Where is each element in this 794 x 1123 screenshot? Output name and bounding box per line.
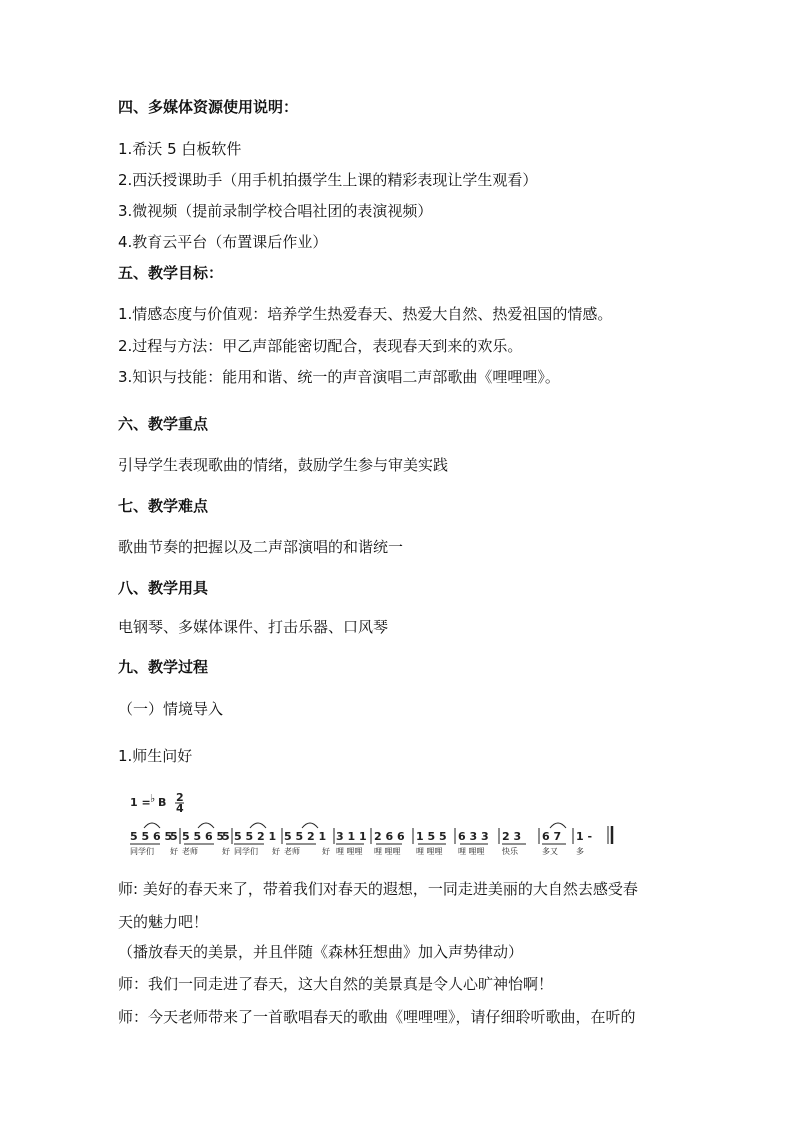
section-5-title: 五、教学目标： bbox=[118, 264, 224, 282]
score-slur-4 bbox=[550, 823, 566, 828]
score-lyric-9: 哩 哩哩 bbox=[374, 847, 401, 856]
score-lyric-1: 好 bbox=[170, 847, 178, 856]
score-lyric-12: 快乐 bbox=[502, 847, 518, 856]
numbered-musical-score bbox=[130, 790, 630, 862]
score-lyric-4: 同学们 bbox=[234, 847, 258, 856]
score-notes-1: 5 bbox=[170, 830, 178, 843]
dialogue-line-2: 天的魅力吧！ bbox=[118, 913, 209, 931]
section-4-item-4: 4.教育云平台（布置课后作业） bbox=[118, 233, 328, 251]
section-4-title: 四、多媒体资源使用说明： bbox=[118, 98, 299, 116]
section-7-text: 歌曲节奏的把握以及二声部演唱的和谐统一 bbox=[118, 538, 404, 556]
score-lyric-2: 老师 bbox=[182, 847, 198, 856]
score-flat-sign: ♭ bbox=[150, 792, 156, 805]
section-9-step-1: 1.师生问好 bbox=[118, 747, 193, 765]
score-lyric-8: 哩 哩哩 bbox=[336, 847, 363, 856]
section-9-title: 九、教学过程 bbox=[118, 658, 209, 676]
score-lyric-10: 哩 哩哩 bbox=[416, 847, 443, 856]
section-6-title: 六、教学重点 bbox=[118, 415, 209, 433]
score-key-label: 1 = bbox=[130, 796, 151, 809]
score-time-top: 2 bbox=[176, 791, 184, 804]
score-time-bottom: 4 bbox=[176, 802, 184, 815]
dialogue-line-5: 师：今天老师带来了一首歌唱春天的歌曲《哩哩哩》，请仔细聆听歌曲，在听的 bbox=[118, 1008, 636, 1026]
score-measures bbox=[130, 823, 612, 856]
score-lyric-0: 同学们 bbox=[130, 847, 154, 856]
section-5-item-1: 1.情感态度与价值观：培养学生热爱春天、热爱大自然、热爱祖国的情感。 bbox=[118, 305, 613, 323]
section-9-subtitle: （一）情境导入 bbox=[118, 700, 224, 718]
section-4-item-3: 3.微视频（提前录制学校合唱社团的表演视频） bbox=[118, 202, 433, 220]
score-slur-2 bbox=[250, 823, 266, 828]
section-7-title: 七、教学难点 bbox=[118, 497, 209, 515]
score-lyric-3: 好 bbox=[222, 847, 230, 856]
dialogue-line-1: 师: 美好的春天来了，带着我们对春天的遐想，一同走进美丽的大自然去感受春 bbox=[118, 880, 638, 898]
score-lyric-11: 哩 哩哩 bbox=[458, 847, 485, 856]
score-notes-9: 2 6 6 bbox=[374, 830, 405, 843]
score-notes-2: 5 5 6 5 bbox=[182, 830, 225, 843]
score-notes-14: 1 - bbox=[576, 830, 593, 843]
score-key-note: B bbox=[158, 796, 167, 809]
section-8-title: 八、教学用具 bbox=[118, 579, 209, 597]
section-4-item-2: 2.西沃授课助手（用手机拍摄学生上课的精彩表现让学生观看） bbox=[118, 171, 538, 189]
score-notes-12: 2 3 bbox=[502, 830, 522, 843]
score-notes-11: 6 3 3 bbox=[458, 830, 489, 843]
section-5-item-3: 3.知识与技能：能用和谐、统一的声音演唱二声部歌曲《哩哩哩》。 bbox=[118, 368, 560, 386]
score-notes-10: 1 5 5 bbox=[416, 830, 447, 843]
score-lyric-14: 多 bbox=[576, 847, 584, 856]
score-notes-8: 3 1 1 bbox=[336, 830, 367, 843]
score-notes-0: 5 5 6 5 bbox=[130, 830, 173, 843]
score-notes-13: 6 7 bbox=[542, 830, 562, 843]
score-lyric-5: 好 bbox=[272, 847, 280, 856]
dialogue-line-3: （播放春天的美景，并且伴随《森林狂想曲》加入声势律动） bbox=[118, 943, 524, 961]
section-8-text: 电钢琴、多媒体课件、打击乐器、口风琴 bbox=[118, 618, 389, 636]
section-5-item-2: 2.过程与方法：甲乙声部能密切配合，表现春天到来的欢乐。 bbox=[118, 337, 523, 355]
score-slur-1 bbox=[198, 823, 214, 828]
score-slur-3 bbox=[302, 823, 318, 828]
section-6-text: 引导学生表现歌曲的情绪，鼓励学生参与审美实践 bbox=[118, 456, 449, 474]
score-lyric-7: 好 bbox=[322, 847, 330, 856]
score-notes-6: 5 5 2 1 bbox=[284, 830, 327, 843]
score-lyric-13: 多又 bbox=[542, 847, 558, 856]
score-notes-3: 5 bbox=[222, 830, 230, 843]
score-notes-4: 5 5 2 1 bbox=[234, 830, 277, 843]
section-4-item-1: 1.希沃 5 白板软件 bbox=[118, 140, 242, 158]
score-lyric-6: 老师 bbox=[284, 847, 300, 856]
score-slur-0 bbox=[144, 823, 160, 828]
dialogue-line-4: 师：我们一同走进了春天，这大自然的美景真是令人心旷神怡啊！ bbox=[118, 975, 554, 993]
